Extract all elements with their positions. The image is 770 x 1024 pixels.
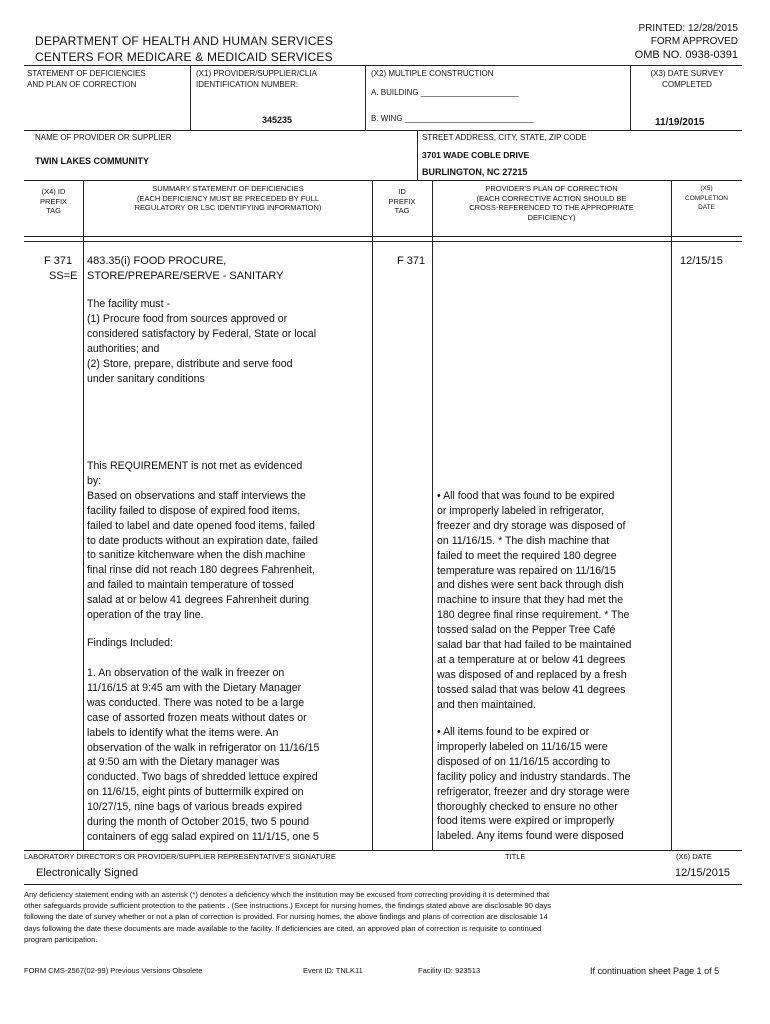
x2-label: (X2) MULTIPLE CONSTRUCTION [371,69,494,78]
summary-header: SUMMARY STATEMENT OF DEFICIENCIES (EACH DEFICIENCY MUST BE PRECEDED BY FULL REGULATORY OR LSC IDENTIFYING INFORMATION) [134,184,322,212]
electronic-signature: Electronically Signed [36,867,139,879]
department-name: DEPARTMENT OF HEALTH AND HUMAN SERVICES [35,34,334,48]
scope-severity: SS=E [49,270,78,282]
address-label: STREET ADDRESS, CITY, STATE, ZIP CODE [422,133,587,142]
form-approved: FORM APPROVED [650,36,738,47]
plan-2-text: • All items found to be expired or improperly labeled on 11/16/15 were disposed of on 11/16/15 according to facility policy and industry standards. The refrigerator, freezer and dry storage were thoroughly checked to ensure no other food items were expired or improperly labeled. Any items found were disposed [437,726,631,843]
street-address: 3701 WADE COBLE DRIVE [422,150,530,160]
omb-number: OMB NO. 0938-0391 [634,49,738,61]
evidence-text: This REQUIREMENT is not met as evidenced by: Based on observations and staff interviews the facility failed to dispose of expired food items, failed to label and date opened food items, failed to date products without an expiration date, failed to sanitize kitchenware when the dish machine final rinse did not reach 180 degrees Fahrenheit, and failed to maintain temperature of tossed salad at or below 41 degrees Fahrenheit during operation of the tray line. [87,460,318,622]
plan-1-text: • All food that was found to be expired or improperly labeled in refrigerator, freezer and dry storage was disposed of on 11/16/15. * The dish machine that failed to meet the required 180 degree temperature was repaired on 11/16/15 and dishes were sent back through dish machine to insure that they had met the 180 degree final rinse requirement. * The tossed salad on the Pepper Tree Café salad bar that had failed to be maintained at a temperature at or below 41 degrees was disposed of and replaced by a fresh tossed salad that was below 41 degrees and then maintained. [437,490,632,711]
survey-completed-date: 11/19/2015 [655,117,705,128]
x5-header: (X5) COMPLETION DATE [685,185,728,211]
title-label: TITLE [505,852,526,861]
findings-label: Findings Included: [87,637,173,649]
disclosure-notice: Any deficiency statement ending with an asterisk (*) denotes a deficiency which the institution may be excused from correcting providing it is determined that other safeguards provide sufficient protection to the patients . (See instructions.) Except for nursing homes, the findings stated above are disclosable 90 days following the date of survey whether or not a plan of correction is provided. For nursing homes, the above findings and plans of correction are disclosable 14 days following the date these documents are made available to the facility. If deficiencies are cited, an approved plan of correction is requisite to continued program participation. [24,890,552,944]
centers-name: CENTERS FOR MEDICARE & MEDICAID SERVICES [35,50,333,64]
wing-line: B. WING _____________________________ [371,114,534,123]
event-id: Event ID: TNLK11 [303,966,363,975]
provider-name: TWIN LAKES COMMUNITY [35,156,149,166]
building-line: A. BUILDING ______________________ [371,88,519,97]
city-state-zip: BURLINGTON, NC 27215 [422,167,528,177]
provider-name-label: NAME OF PROVIDER OR SUPPLIER [35,133,172,142]
plan-tag: F 371 [397,255,426,267]
x6-date-label: (X6) DATE [676,852,712,861]
signature-date: 12/15/2015 [675,867,731,879]
requirement-text: The facility must - (1) Procure food from sources approved or considered satisfactory by Federal, State or local authorities; and (2) Store, prepare, distribute and serve food under sanitary conditions [87,298,317,385]
completion-date: 12/15/15 [680,255,723,267]
plan-header: PROVIDER'S PLAN OF CORRECTION (EACH CORRECTIVE ACTION SHOULD BE CROSS-REFERENCED TO THE APPROPRIATE DEFICIENCY) [469,184,634,222]
statement-label: STATEMENT OF DEFICIENCIES AND PLAN OF CORRECTION [27,69,146,89]
finding-1-text: 1. An observation of the walk in freezer on 11/16/15 at 9:45 am with the Dietary Manager was conducted. There was noted to be a large case of assorted frozen meats without dates or labels to identify what the items were. An observation of the walk in refrigerator on 11/16/15 at 9:50 am with the Dietary manager was conducted. Two bags of shredded lettuce expired on 11/6/15, eight pints of buttermilk expired on 10/27/15, nine bags of various breads expired during the month of October 2015, two 5 pound containers of egg salad expired on 11/1/15, one 5 [87,667,320,843]
deficiency-title: 483.35(i) FOOD PROCURE, STORE/PREPARE/SERVE - SANITARY [87,255,284,282]
facility-id: Facility ID: 923513 [418,966,481,975]
x1-label: (X1) PROVIDER/SUPPLIER/CLIA IDENTIFICATION NUMBER: [196,69,317,89]
x3-label: (X3) DATE SURVEY COMPLETED [650,69,724,89]
page-indicator: If continuation sheet Page 1 of 5 [590,966,720,976]
signature-label: LABORATORY DIRECTOR'S OR PROVIDER/SUPPLIER REPRESENTATIVE'S SIGNATURE [24,852,336,861]
x4-header: (X4) ID PREFIX TAG [39,187,68,215]
provider-id-number: 345235 [262,115,293,125]
deficiency-tag: F 371 [44,255,73,267]
form-number: FORM CMS-2567(02-99) Previous Versions Obsolete [24,966,203,975]
printed-date: PRINTED: 12/28/2015 [638,23,738,34]
id-header: ID PREFIX TAG [388,187,416,215]
